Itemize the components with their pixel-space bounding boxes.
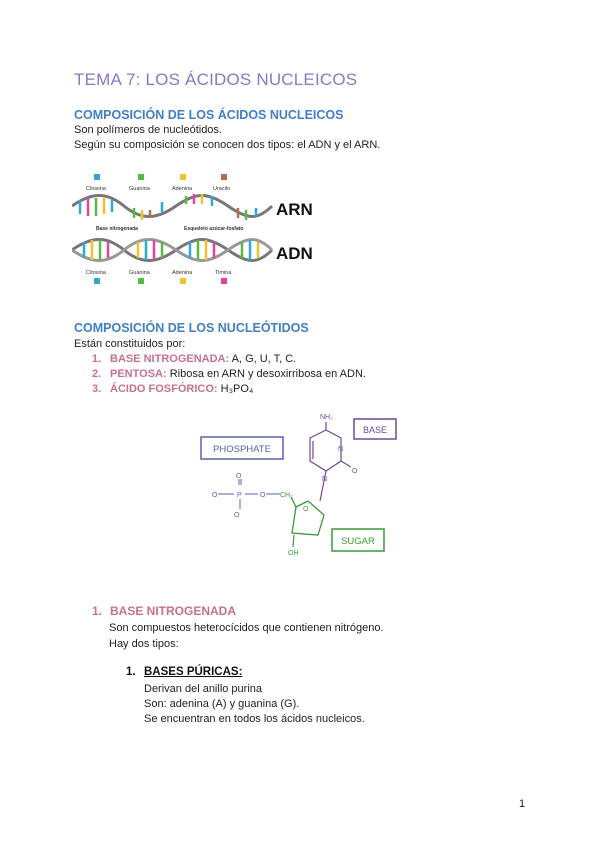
sub-subsection-text: Se encuentran en todos los ácidos nucleicos.: [144, 713, 365, 725]
legend-label: Adenina: [172, 186, 193, 192]
list-number: 2.: [92, 368, 102, 380]
list-text: H₃PO₄: [217, 383, 254, 395]
legend-label: Citosina: [86, 270, 106, 276]
subsection-title: BASE NITROGENADA: [110, 604, 237, 618]
thymine-swatch: [221, 278, 227, 284]
sub-subsection-text: Derivan del anillo purina: [144, 683, 263, 695]
nucleotide-diagram: [196, 405, 406, 565]
nucleotide-figure: [196, 405, 406, 565]
adenine-swatch: [180, 174, 186, 180]
guanine-swatch: [138, 174, 144, 180]
list-item: [92, 352, 296, 368]
section-heading-composition: COMPOSICIÓN DE LOS ÁCIDOS NUCLEICOS: [74, 108, 344, 122]
list-number: 3.: [92, 383, 102, 395]
legend-label: Guanina: [129, 270, 150, 276]
list-key: ÁCIDO FOSFÓRICO:: [110, 383, 218, 395]
atom-ch2: CH₂: [280, 492, 293, 499]
atom-o: O: [212, 492, 218, 499]
list-item: [92, 367, 366, 383]
atom-o-base: O: [352, 468, 358, 475]
helix-diagram: [72, 170, 332, 290]
section-text: Son polímeros de nucleótidos.: [74, 124, 222, 136]
label-arn: ARN: [276, 200, 313, 219]
legend-label: Guanina: [129, 186, 150, 192]
section-intro: Están constituidos por:: [74, 338, 186, 350]
subsection-heading: [92, 604, 236, 618]
label-adn: ADN: [276, 244, 313, 263]
cytosine-swatch: [94, 278, 100, 284]
page-title: TEMA 7: LOS ÁCIDOS NUCLEICOS: [74, 70, 358, 89]
section-heading-nucleotides: COMPOSICIÓN DE LOS NUCLEÓTIDOS: [74, 321, 309, 335]
list-text: Ribosa en ARN y desoxirribosa en ADN.: [166, 368, 366, 380]
legend-label: Citosina: [86, 186, 106, 192]
atom-n: N: [338, 446, 344, 453]
atom-nh2: NH₂: [320, 414, 333, 421]
base-ring: [310, 422, 351, 501]
dna-rna-figure: [72, 170, 332, 290]
subsection-text: Son compuestos heterocícidos que contienen nitrógeno.: [109, 622, 384, 634]
cytosine-swatch: [94, 174, 100, 180]
legend-label: Adenina: [172, 270, 193, 276]
list-text: A, G, U, T, C.: [229, 353, 297, 365]
legend-label: Uracilo: [213, 186, 231, 192]
sugar-label: SUGAR: [341, 536, 375, 547]
adenine-swatch: [180, 278, 186, 284]
section-text: Según su composición se conocen dos tipos: el ADN y el ARN.: [74, 139, 381, 151]
atom-oh: OH: [288, 550, 299, 557]
sub-subsection-heading: [126, 666, 242, 678]
legend-label: Timina: [215, 270, 232, 276]
list-number: 1.: [92, 604, 103, 618]
sugar-ring: [291, 497, 324, 535]
sub-subsection-title: BASES PÚRICAS:: [144, 666, 243, 678]
label-backbone: Esqueleto azúcar-fosfato: [184, 226, 244, 232]
list-item: [92, 382, 253, 398]
sub-subsection-text: Son: adenina (A) y guanina (G).: [144, 698, 300, 710]
dna-double-helix: [72, 240, 272, 261]
phosphate-group: [218, 479, 280, 509]
atom-n: N: [322, 476, 328, 483]
label-base-nitrogenada: Base nitrogenada: [96, 226, 138, 232]
atom-o-ring: O: [303, 506, 309, 513]
list-number: 1.: [92, 353, 102, 365]
atom-o: O: [236, 473, 242, 480]
guanine-swatch: [138, 278, 144, 284]
list-number: 1.: [126, 666, 136, 678]
subsection-text: Hay dos tipos:: [109, 638, 179, 650]
base-label: BASE: [362, 425, 388, 435]
page-number: 1: [519, 798, 526, 810]
atom-p: P: [237, 492, 242, 499]
uracil-swatch: [221, 174, 227, 180]
atom-o: O: [234, 512, 240, 519]
phosphate-label: PHOSPHATE: [213, 444, 271, 455]
rna-strand: [72, 194, 272, 220]
list-key: PENTOSA:: [110, 368, 167, 380]
list-key: BASE NITROGENADA:: [110, 353, 230, 365]
atom-o: O: [260, 492, 266, 499]
